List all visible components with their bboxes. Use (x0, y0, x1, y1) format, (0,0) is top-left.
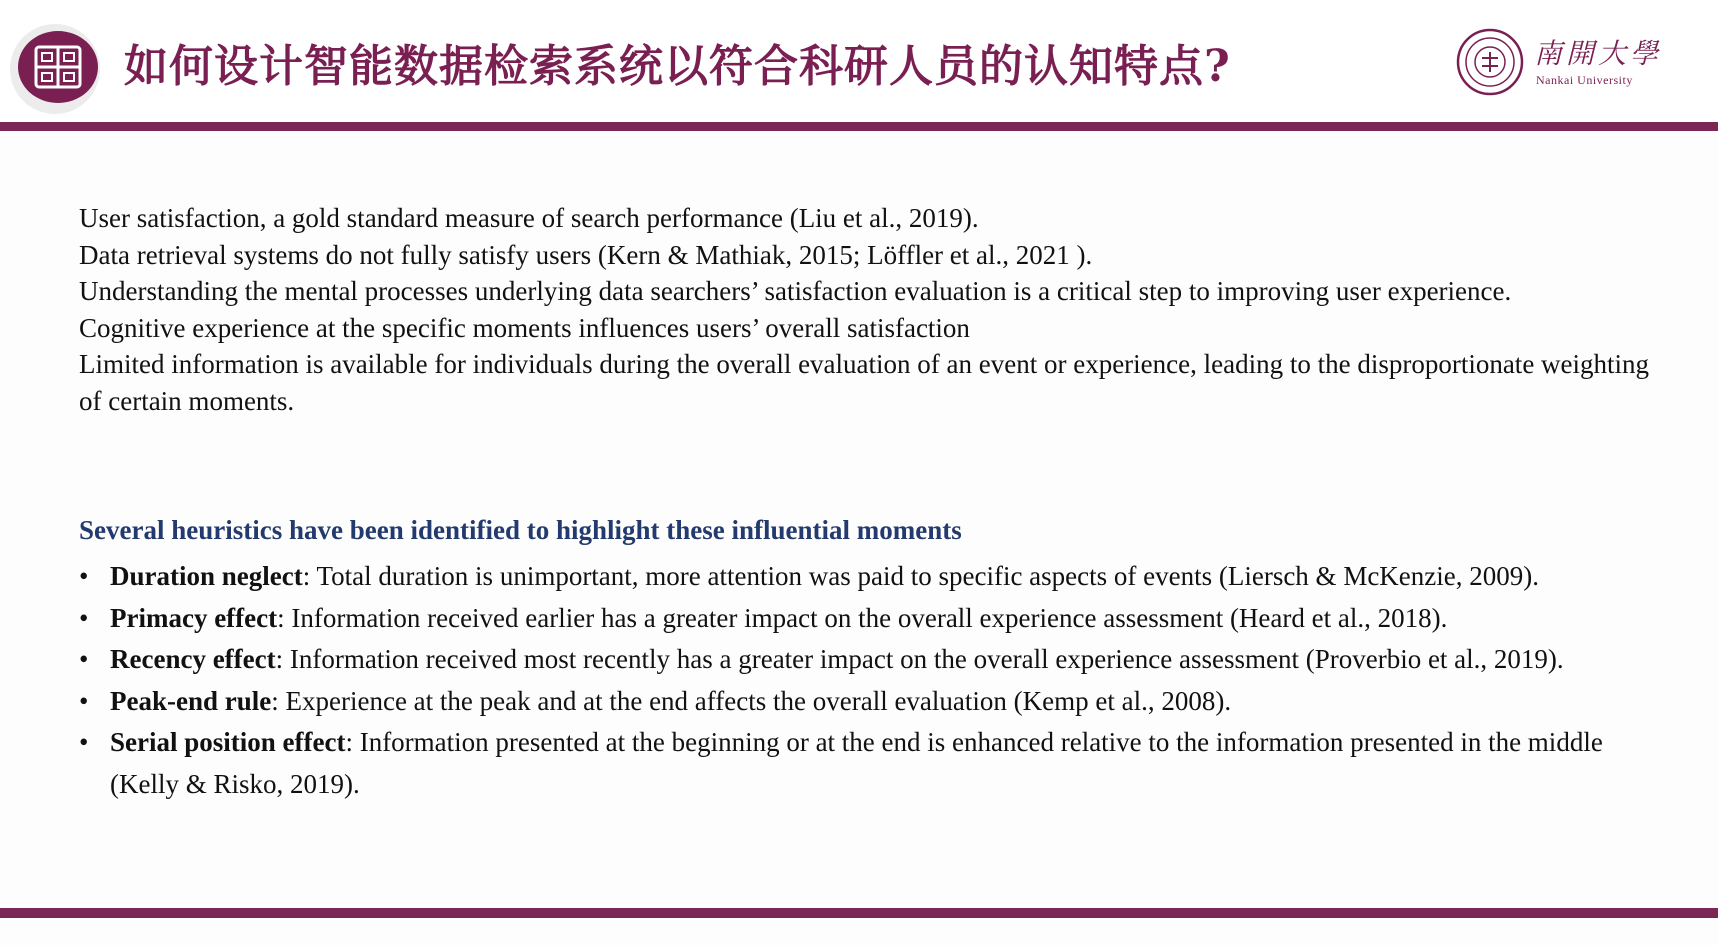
intro-line: Understanding the mental processes underlying data searchers’ satisfaction evaluation is a critical step to improving user experience. (79, 276, 1512, 306)
list-item (79, 556, 1649, 598)
heuristic-description: : Experience at the peak and at the end affects the overall evaluation (Kemp et al., 2008). (271, 685, 1232, 716)
bullet-icon: • (79, 685, 89, 716)
intro-line: Cognitive experience at the specific moments influences users’ overall satisfaction (79, 312, 970, 343)
heuristic-term: Duration neglect (110, 561, 303, 591)
heuristic-description: : Information received most recently has a greater impact on the overall experience assessment (Proverbio et al., 2019). (275, 644, 1564, 674)
heuristic-description: : Total duration is unimportant, more attention was paid to specific aspects of events (Liersch & McKenzie, 2009). (302, 561, 1539, 591)
heuristic-term: Recency effect (110, 644, 276, 674)
heuristic-description: : Information received earlier has a greater impact on the overall experience assessment (Heard et al., 2018). (277, 602, 1448, 633)
bullet-icon: • (79, 561, 89, 591)
grid-logo-icon (18, 31, 98, 103)
slide-title: 如何设计智能数据检索系统以符合科研人员的认知特点? (124, 41, 1231, 92)
intro-line: User satisfaction, a gold standard measure of search performance (Liu et al., 2019). (79, 203, 979, 233)
header-divider (0, 122, 1718, 131)
heuristic-term: Primacy effect (110, 602, 278, 633)
university-seal-icon (1456, 28, 1524, 96)
slide-header (0, 0, 1718, 122)
bullet-icon: • (79, 644, 89, 674)
footer-divider (0, 908, 1718, 918)
list-item (79, 598, 1649, 640)
university-name-en: Nankai University (1536, 73, 1633, 87)
intro-line: Limited information is available for individuals during the overall evaluation of an event or experience, leading to the disproportionate weighting of certain moments. (79, 349, 1650, 416)
bullet-icon: • (79, 727, 89, 757)
list-item (79, 722, 1649, 805)
heuristics-heading: Several heuristics have been identified to highlight these influential moments (79, 515, 962, 545)
intro-paragraphs (79, 200, 1659, 419)
bullet-icon: • (79, 602, 89, 633)
heuristic-term: Peak-end rule (110, 685, 272, 716)
heuristic-term: Serial position effect (110, 727, 346, 757)
list-item (79, 681, 1649, 723)
heuristic-description: : Information presented at the beginning or at the end is enhanced relative to the information presented in the middle (Kelly & Risko, 2019). (110, 727, 1603, 799)
list-item (79, 639, 1649, 681)
university-name-cn: 南開大學 (1534, 37, 1663, 70)
heuristics-list (79, 556, 1649, 805)
intro-line: Data retrieval systems do not fully satisfy users (Kern & Mathiak, 2015; Löffler et al., 2021 ). (79, 239, 1093, 270)
